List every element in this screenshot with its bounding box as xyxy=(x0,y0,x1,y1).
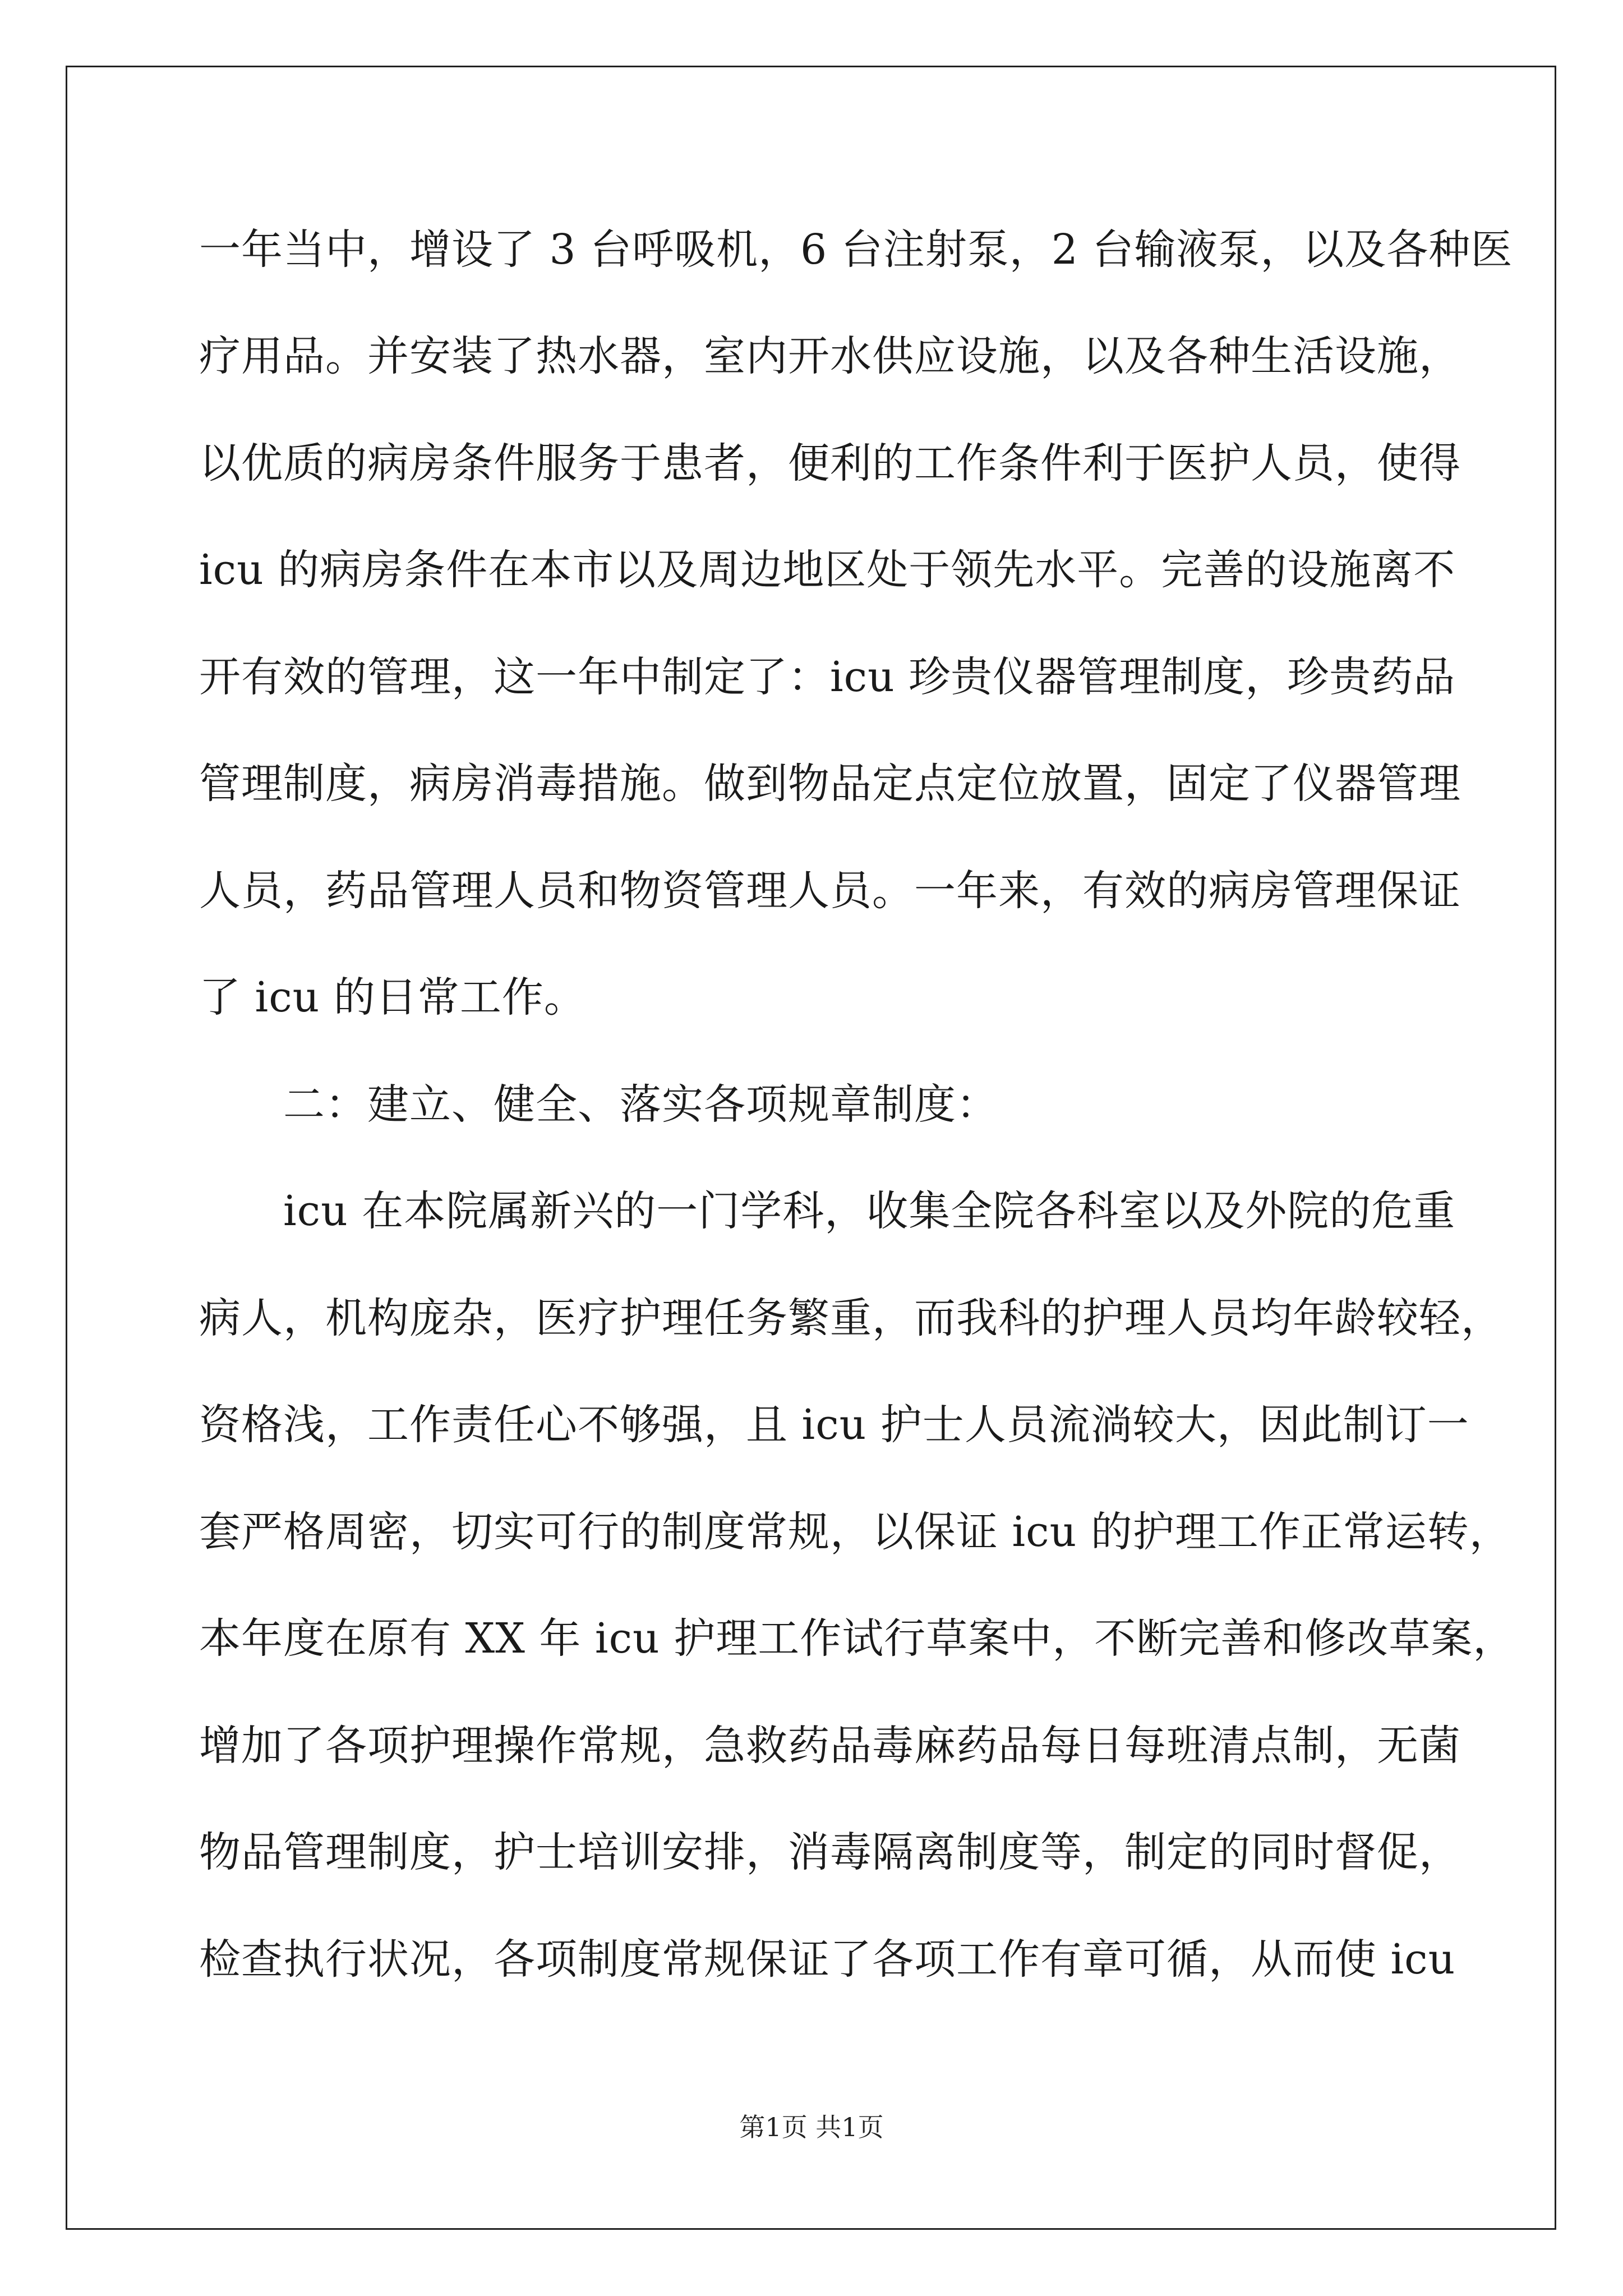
text-line: 管理制度，病房消毒措施。做到物品定点定位放置，固定了仪器管理 xyxy=(199,760,1461,808)
text-line: 一年当中，增设了 3 台呼吸机，6 台注射泵，2 台输液泵，以及各种医 xyxy=(199,226,1513,274)
text-line: 套严格周密，切实可行的制度常规，以保证 icu 的护理工作正常运转， xyxy=(199,1508,1511,1556)
text-line: 本年度在原有 XX 年 icu 护理工作试行草案中，不断完善和修改草案， xyxy=(199,1614,1515,1663)
text-line: 以优质的病房条件服务于患者，便利的工作条件利于医护人员，使得 xyxy=(199,439,1461,487)
text-line: 检查执行状况，各项制度常规保证了各项工作有章可循，从而使 icu xyxy=(199,1935,1456,1984)
text-line: 了 icu 的日常工作。 xyxy=(199,973,586,1022)
text-line: 物品管理制度，护士培训安排，消毒隔离制度等，制定的同时督促， xyxy=(199,1828,1461,1876)
page-footer: 第1页 共1页 xyxy=(739,2112,884,2142)
page-border xyxy=(66,66,1556,2230)
text-line: 开有效的管理，这一年中制定了：icu 珍贵仪器管理制度，珍贵药品 xyxy=(199,653,1456,701)
text-line: 人员，药品管理人员和物资管理人员。一年来，有效的病房管理保证 xyxy=(199,867,1461,915)
text-line: 资格浅，工作责任心不够强，且 icu 护士人员流淌较大，因此制订一 xyxy=(199,1401,1469,1449)
text-line: 疗用品。并安装了热水器，室内开水供应设施，以及各种生活设施， xyxy=(199,332,1461,380)
text-line: icu 的病房条件在本市以及周边地区处于领先水平。完善的设施离不 xyxy=(199,546,1456,594)
section-heading: 二：建立、健全、落实各项规章制度： xyxy=(283,1080,998,1129)
paragraph-start: icu 在本院属新兴的一门学科，收集全院各科室以及外院的危重 xyxy=(283,1187,1456,1235)
text-line: 病人，机构庞杂，医疗护理任务繁重，而我科的护理人员均年龄较轻， xyxy=(199,1294,1503,1342)
text-line: 增加了各项护理操作常规，急救药品毒麻药品每日每班清点制，无菌 xyxy=(199,1722,1461,1770)
